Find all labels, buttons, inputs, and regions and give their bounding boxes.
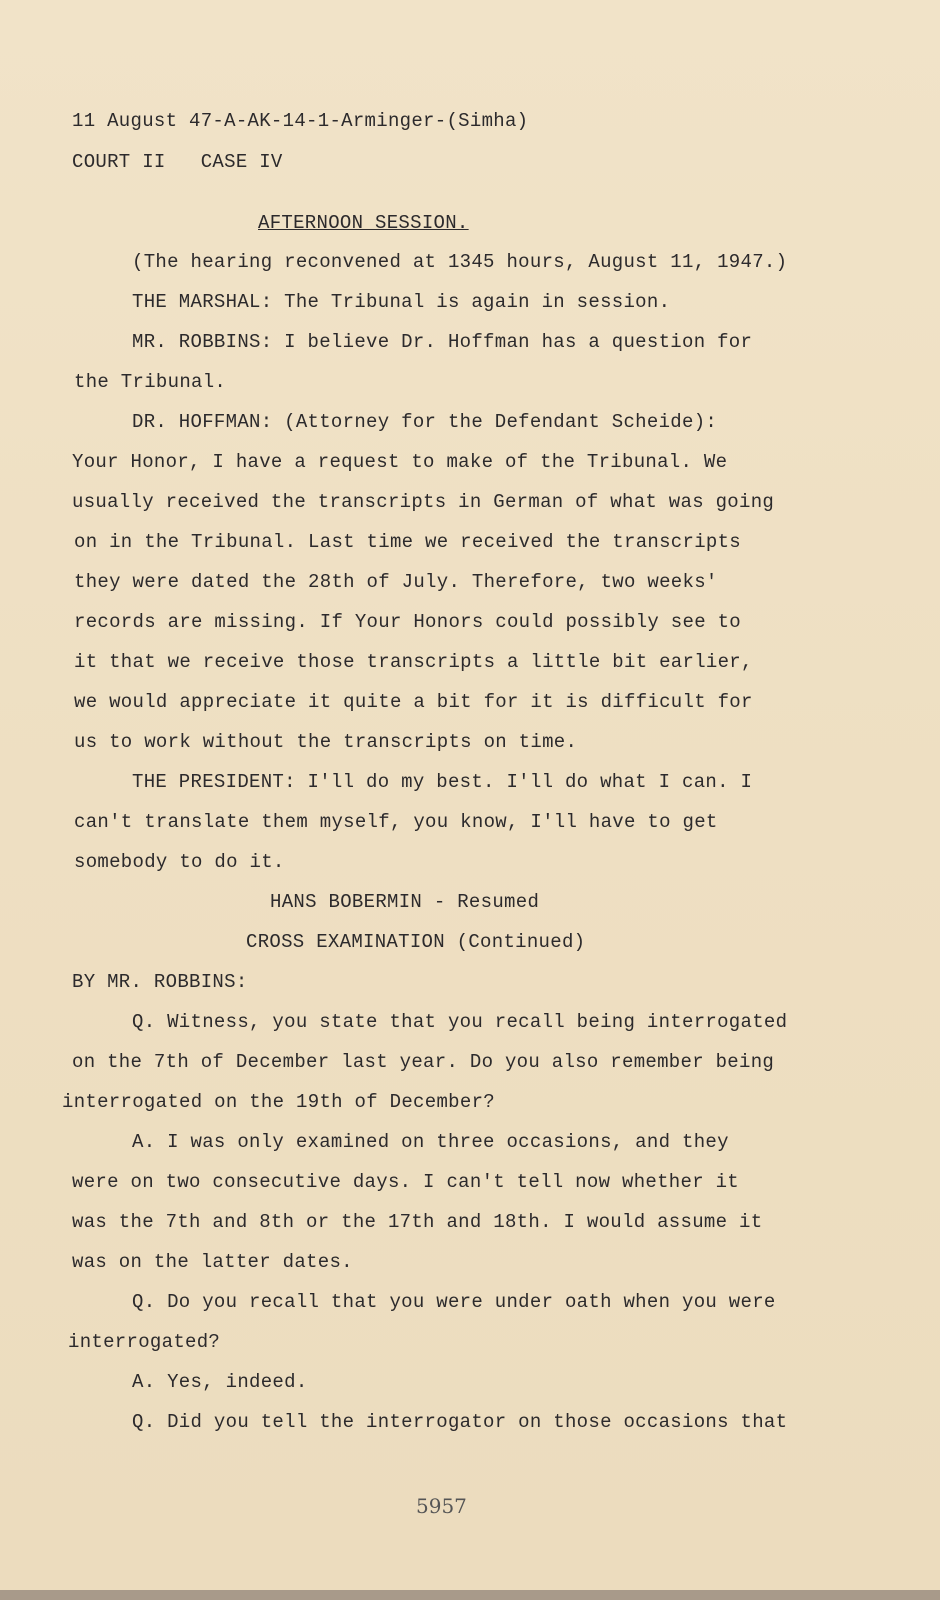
transcript-line: DR. HOFFMAN: (Attorney for the Defendant Scheide): bbox=[132, 411, 718, 433]
transcript-line: the Tribunal. bbox=[74, 371, 227, 393]
transcript-line: we would appreciate it quite a bit for it is difficult for bbox=[74, 691, 753, 713]
transcript-line: Q. Did you tell the interrogator on those occasions that bbox=[132, 1411, 788, 1433]
witness-heading: HANS BOBERMIN - Resumed bbox=[270, 891, 540, 913]
examiner-line: BY MR. ROBBINS: bbox=[72, 971, 248, 993]
transcript-line: it that we receive those transcripts a little bit earlier, bbox=[74, 651, 753, 673]
transcript-line: they were dated the 28th of July. Therefore, two weeks' bbox=[74, 571, 718, 593]
transcript-line: Q. Do you recall that you were under oath when you were bbox=[132, 1291, 776, 1313]
transcript-line: somebody to do it. bbox=[74, 851, 285, 873]
transcript-line: interrogated on the 19th of December? bbox=[62, 1091, 495, 1113]
page-number: 5957 bbox=[416, 1494, 467, 1518]
transcript-line: were on two consecutive days. I can't tell now whether it bbox=[72, 1171, 740, 1193]
transcript-line: Q. Witness, you state that you recall being interrogated bbox=[132, 1011, 788, 1033]
transcript-line: A. Yes, indeed. bbox=[132, 1371, 308, 1393]
transcript-line: on the 7th of December last year. Do you also remember being bbox=[72, 1051, 775, 1073]
transcript-line: THE MARSHAL: The Tribunal is again in session. bbox=[132, 291, 671, 313]
transcript-line: THE PRESIDENT: I'll do my best. I'll do what I can. I bbox=[132, 771, 753, 793]
transcript-line: (The hearing reconvened at 1345 hours, August 11, 1947.) bbox=[132, 251, 788, 273]
transcript-line: usually received the transcripts in German of what was going bbox=[72, 491, 775, 513]
transcript-line: us to work without the transcripts on time. bbox=[74, 731, 578, 753]
header-reference: 11 August 47-A-AK-14-1-Arminger-(Simha) bbox=[72, 110, 529, 132]
transcript-line: interrogated? bbox=[68, 1331, 221, 1353]
transcript-line: on in the Tribunal. Last time we received the transcripts bbox=[74, 531, 742, 553]
transcript-line: was on the latter dates. bbox=[72, 1251, 353, 1273]
transcript-line: A. I was only examined on three occasions, and they bbox=[132, 1131, 729, 1153]
transcript-line: Your Honor, I have a request to make of the Tribunal. We bbox=[72, 451, 728, 473]
examination-heading: CROSS EXAMINATION (Continued) bbox=[246, 931, 586, 953]
header-court-case: COURT II CASE IV bbox=[72, 151, 283, 173]
transcript-line: was the 7th and 8th or the 17th and 18th. I would assume it bbox=[72, 1211, 763, 1233]
transcript-line: records are missing. If Your Honors could possibly see to bbox=[74, 611, 742, 633]
page-bottom-edge bbox=[0, 1590, 940, 1600]
transcript-line: can't translate them myself, you know, I'll have to get bbox=[74, 811, 718, 833]
session-title: AFTERNOON SESSION. bbox=[258, 212, 469, 234]
transcript-line: MR. ROBBINS: I believe Dr. Hoffman has a question for bbox=[132, 331, 753, 353]
